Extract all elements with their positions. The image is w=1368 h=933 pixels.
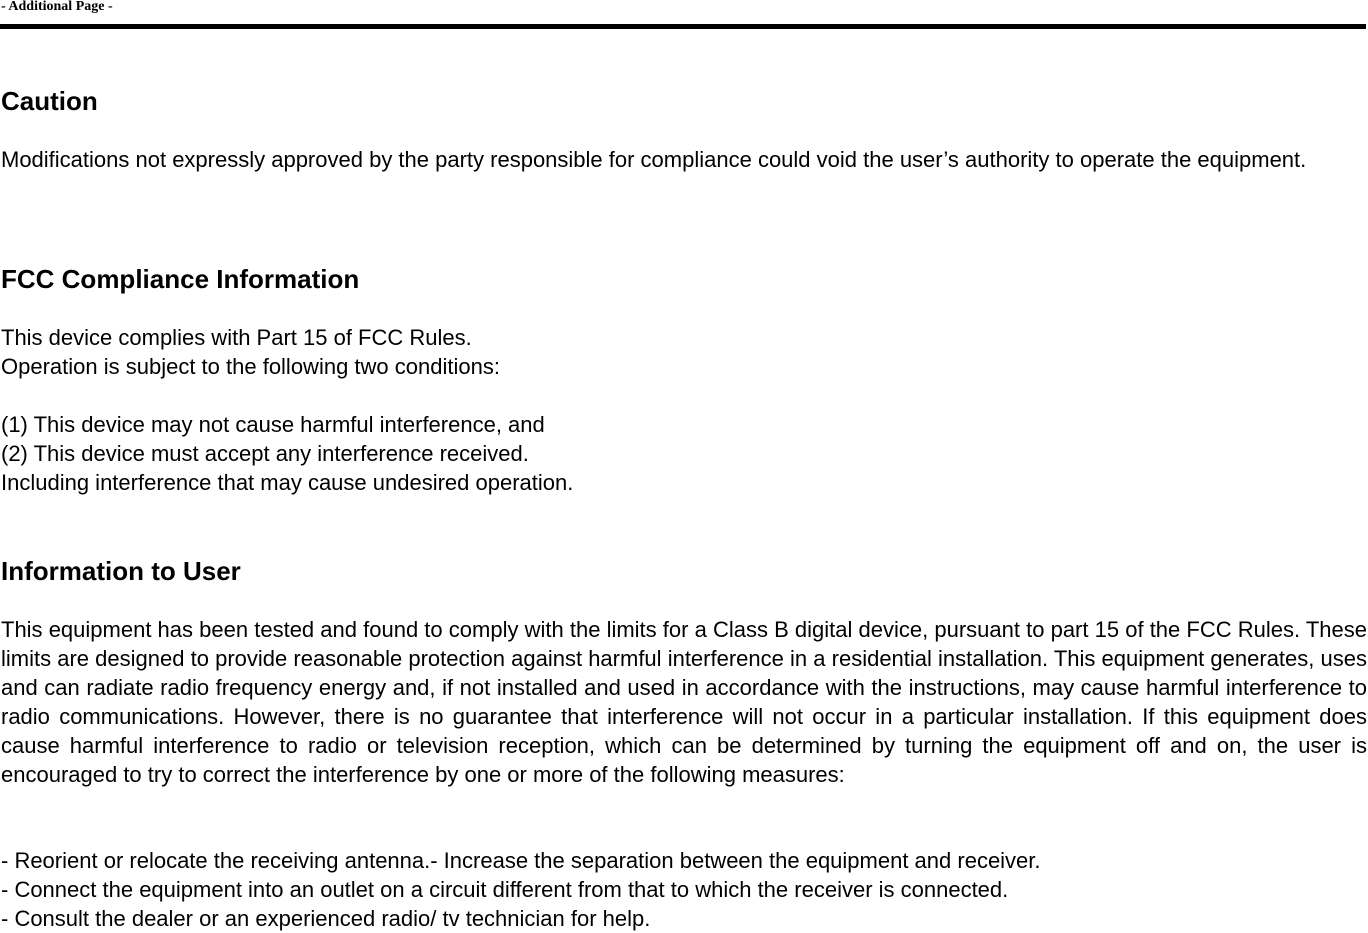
fcc-line-part15: This device complies with Part 15 of FCC Rules. <box>1 325 472 350</box>
fcc-condition-note: Including interference that may cause undesired operation. <box>1 470 574 495</box>
measure-reorient-antenna: - Reorient or relocate the receiving antenna.- Increase the separation between the equipment and receiver. <box>1 848 1041 873</box>
fcc-conditions-list <box>1 410 1367 497</box>
header-divider <box>0 24 1366 29</box>
information-to-user-paragraph: This equipment has been tested and found to comply with the limits for a Class B digital device, pursuant to part 15 of the FCC Rules. These limits are designed to provide reasonable protection against harmful interference in a residential installation. This equipment generates, uses and can radiate radio frequency energy and, if not installed and used in accordance with the instructions, may cause harmful interference to radio communications. However, there is no guarantee that interference will not occur in a particular installation. If this equipment does cause harmful interference to radio or television reception, which can be determined by turning the equipment off and on, the user is encouraged to try to correct the interference by one or more of the following measures: <box>1 617 1367 787</box>
page-header-label: - Additional Page - <box>1 0 113 14</box>
measure-separate-outlet: - Connect the equipment into an outlet on a circuit different from that to which the receiver is connected. <box>1 877 1009 902</box>
caution-heading: Caution <box>1 86 98 116</box>
interference-measures-list <box>1 846 1367 933</box>
measure-consult-dealer: - Consult the dealer or an experienced radio/ tv technician for help. <box>1 906 651 931</box>
fcc-condition-1: (1) This device may not cause harmful interference, and <box>1 412 545 437</box>
fcc-compliance-heading: FCC Compliance Information <box>1 264 360 294</box>
caution-paragraph: Modifications not expressly approved by the party responsible for compliance could void the user’s authority to operate the equipment. <box>1 147 1307 172</box>
fcc-line-conditions-intro: Operation is subject to the following two conditions: <box>1 354 500 379</box>
fcc-condition-2: (2) This device must accept any interference received. <box>1 441 529 466</box>
fcc-compliance-statement <box>1 323 1367 381</box>
information-to-user-heading: Information to User <box>1 556 241 586</box>
